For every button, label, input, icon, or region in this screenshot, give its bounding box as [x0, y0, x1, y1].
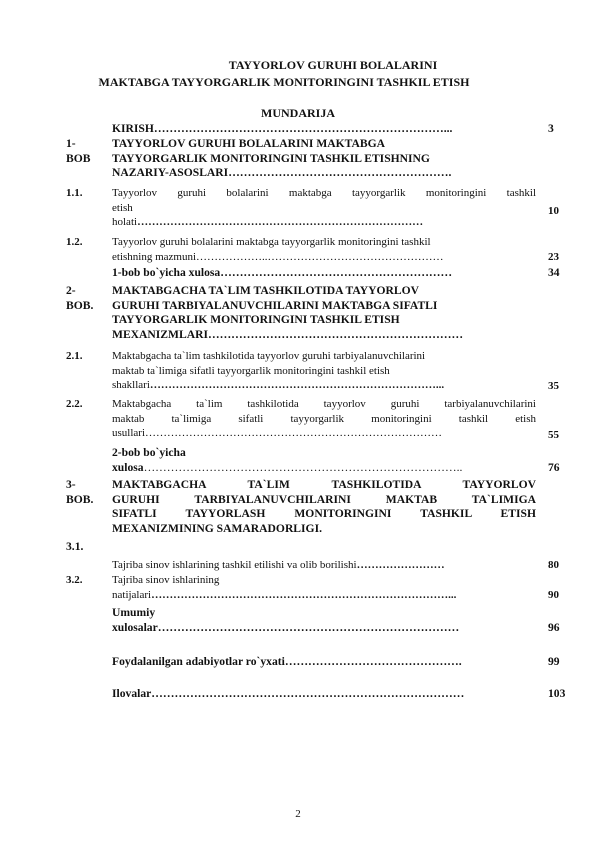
toc-chapter-number: 2- BOB.	[66, 284, 94, 312]
toc-entry-text: Foydalanilgan adabiyotlar ro`yxati ……………………………………….	[112, 655, 462, 668]
toc-entry-text: Ilovalar ………………………………………………………………………	[112, 687, 465, 700]
toc-entry-text: Tayyorlov guruhi bolalarini maktabga tayyorgarlik monitoringini tashkil etish holati ……………………………………………………………………	[112, 187, 536, 229]
toc-entry-text: Maktabgacha ta`lim tashkilotida tayyorlov guruhi tarbiyalanuvchilarini maktab ta`limiga sifatli tayyorgarlik monitoringini tashkil etish shakllari ……………………………………………………………………...	[112, 350, 445, 392]
toc-section-number: 1.2.	[66, 236, 83, 248]
toc-entry-text: Tajriba sinov ishlarining tashkil etilishi va olib borilishi ……………………	[112, 559, 445, 571]
toc-section-number: 1.1.	[66, 187, 83, 199]
toc-page-number: 23	[548, 251, 559, 263]
page-number: 2	[295, 808, 301, 820]
toc-chapter-number: 3- BOB.	[66, 478, 94, 506]
toc-entry-text: Maktabgacha ta`lim tashkilotida tayyorlov guruhi tarbiyalanuvchilarini maktab ta`limiga sifatli tayyorgarlik monitoringini tashkil etish usullari ………………………………………………………………………	[112, 398, 536, 440]
toc-heading: MUNDARIJA	[261, 106, 335, 120]
title-line-2: MAKTABGA TAYYORGARLIK MONITORINGINI TASHKIL ETISH	[98, 75, 470, 89]
toc-entry-text: 1-bob bo`yicha xulosa ……………………………………………………	[112, 266, 453, 279]
toc-entry-text: MAKTABGACHA TA`LIM TASHKILOTIDA TAYYORLOV GURUHI TARBIYALANUVCHILARINI MAKTABGA SIFATLI TAYYORGARLIK MONITORINGINI TASHKIL ETISH MEXANIZMLARI …………………………………………………………	[112, 284, 464, 342]
toc-page-number: 80	[548, 559, 559, 571]
toc-page-number: 99	[548, 655, 560, 668]
toc-section-number: 2.1.	[66, 350, 83, 362]
toc-page-number: 3	[548, 122, 554, 135]
toc-entry-text: Umumiy xulosalar ……………………………………………………………………	[112, 606, 460, 634]
title-line-1: TAYYORLOV GURUHI BOLALARINI	[228, 58, 438, 72]
toc-page-number: 76	[548, 461, 560, 474]
toc-section-number: 3.1.	[66, 540, 84, 553]
toc-entry-text: MAKTABGACHA TA`LIM TASHKILOTIDA TAYYORLOV GURUHI TARBIYALANUVCHILARINI MAKTAB TA`LIMIGA SIFATLI TAYYORLASH MONITORINGINI TASHKIL ETISH MEXANIZMINING SAMARADORLIGI.	[112, 478, 536, 536]
toc-chapter-number: 1- BOB	[66, 137, 91, 165]
toc-entry-text: Tajriba sinov ishlarining natijalari ………………………………………………………………………...	[112, 574, 457, 601]
toc-entry-text: Tayyorlov guruhi bolalarini maktabga tayyorgarlik monitoringini tashkil etishning mazmuni ………………..…………………………………………	[112, 236, 444, 263]
toc-page-number: 90	[548, 589, 559, 601]
toc-entry-text: 2-bob bo`yicha xulosa ………………………………………………………………………..	[112, 446, 463, 474]
toc-page-number: 96	[548, 621, 560, 634]
toc-section-number: 2.2.	[66, 398, 83, 410]
toc-entry-text: TAYYORLOV GURUHI BOLALARINI MAKTABGA TAYYORGARLIK MONITORINGINI TASHKIL ETISHNING NAZARIY-ASOSLARI ………………………………………………….	[112, 137, 452, 180]
toc-page-number: 10	[548, 205, 559, 217]
toc-page-number: 34	[548, 266, 560, 279]
toc-entry-text: KIRISH …………………………………………………………………...	[112, 122, 453, 135]
toc-page-number: 55	[548, 429, 559, 441]
toc-section-number: 3.2.	[66, 574, 83, 586]
toc-page-number: 35	[548, 380, 559, 392]
toc-page-number: 103	[548, 687, 566, 700]
